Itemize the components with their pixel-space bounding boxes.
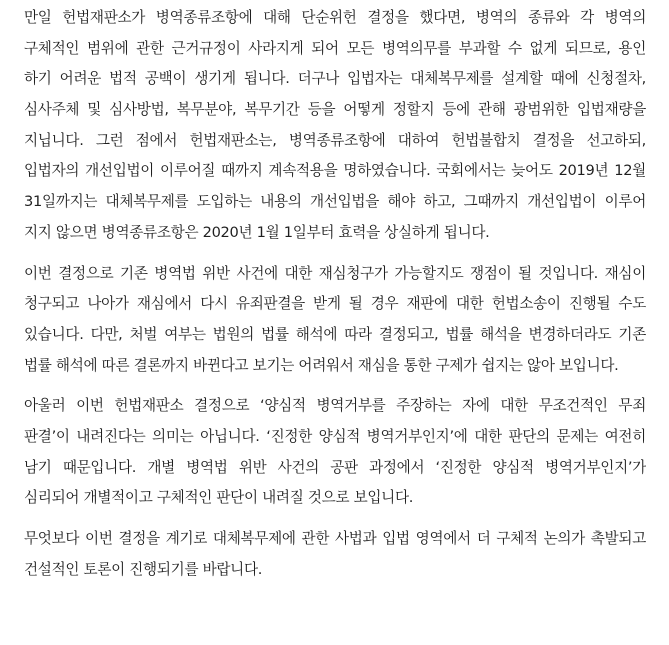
text-line: 청구되고 나아가 재심에서 다시 유죄판결을 받게 될 경우 재판에 대한 헌법소송이 진행될 수도 (24, 295, 646, 313)
text-line: 무엇보다 이번 결정을 계기로 대체복무제에 관한 사법과 입법 영역에서 더 구체적 논의가 촉발되고 (24, 530, 646, 547)
paragraph-gap (24, 514, 646, 524)
text-line: 아울러 이번 헌법재판소 결정으로 ‘양심적 병역거부를 주장하는 자에 대한 무조건적인 무죄 (24, 397, 646, 415)
paragraph-2 (24, 259, 646, 382)
text-line: 지지 않으면 병역종류조항은 2020년 1월 1일부터 효력을 상실하게 됩니다. (24, 223, 490, 241)
text-line: 이번 결정으로 기존 병역법 위반 사건에 대한 재심청구가 가능할지도 쟁점이 될 것입니다. 재심이 (24, 264, 646, 282)
text-line: 판결’이 내려진다는 의미는 아닙니다. ‘진정한 양심적 병역거부인지’에 대한 판단의 문제는 여전히 (24, 427, 646, 445)
text-line: 지닙니다. 그런 점에서 헌법재판소는, 병역종류조항에 대하여 헌법불합치 결정을 선고하되, (24, 131, 646, 149)
paragraph-gap (24, 381, 646, 391)
paragraph-1 (24, 3, 646, 249)
paragraph-3 (24, 391, 646, 514)
text-line: 있습니다. 다만, 처벌 여부는 법원의 법률 해석에 따라 결정되고, 법률 해석을 변경하더라도 기존 (24, 325, 646, 343)
paragraph-4 (24, 524, 646, 585)
text-line: 하기 어려운 법적 공백이 생기게 됩니다. 더구나 입법자는 대체복무제를 설계할 때에 신청절차, (24, 70, 646, 88)
text-line: 구체적인 범위에 관한 근거규정이 사라지게 되어 모든 병역의무를 부과할 수 없게 되므로, 용인 (24, 39, 646, 57)
text-line: 심리되어 개별적이고 구체적인 판단이 내려질 것으로 보입니다. (24, 489, 414, 507)
text-line: 만일 헌법재판소가 병역종류조항에 대해 단순위헌 결정을 했다면, 병역의 종류와 각 병역의 (24, 9, 646, 26)
text-line: 심사주체 및 심사방법, 복무분야, 복무기간 등을 어떻게 정할지 등에 관해 광범위한 입법재량을 (24, 101, 646, 119)
text-line: 남기 때문입니다. 개별 병역법 위반 사건의 공판 과정에서 ‘진정한 양심적 병역거부인지’가 (24, 458, 646, 476)
text-line: 31일까지는 대체복무제를 도입하는 내용의 개선입법을 해야 하고, 그때까지 개선입법이 이루어 (24, 193, 646, 211)
text-line: 입법자의 개선입법이 이루어질 때까지 계속적용을 명하였습니다. 국회에서는 늦어도 2019년 12월 (24, 162, 646, 180)
paragraph-gap (24, 249, 646, 259)
text-line: 건설적인 토론이 진행되기를 바랍니다. (24, 560, 263, 578)
document-body (24, 3, 646, 585)
text-line: 법률 해석에 따른 결론까지 바뀐다고 보기는 어려워서 재심을 통한 구제가 쉽지는 않아 보입니다. (24, 356, 619, 374)
